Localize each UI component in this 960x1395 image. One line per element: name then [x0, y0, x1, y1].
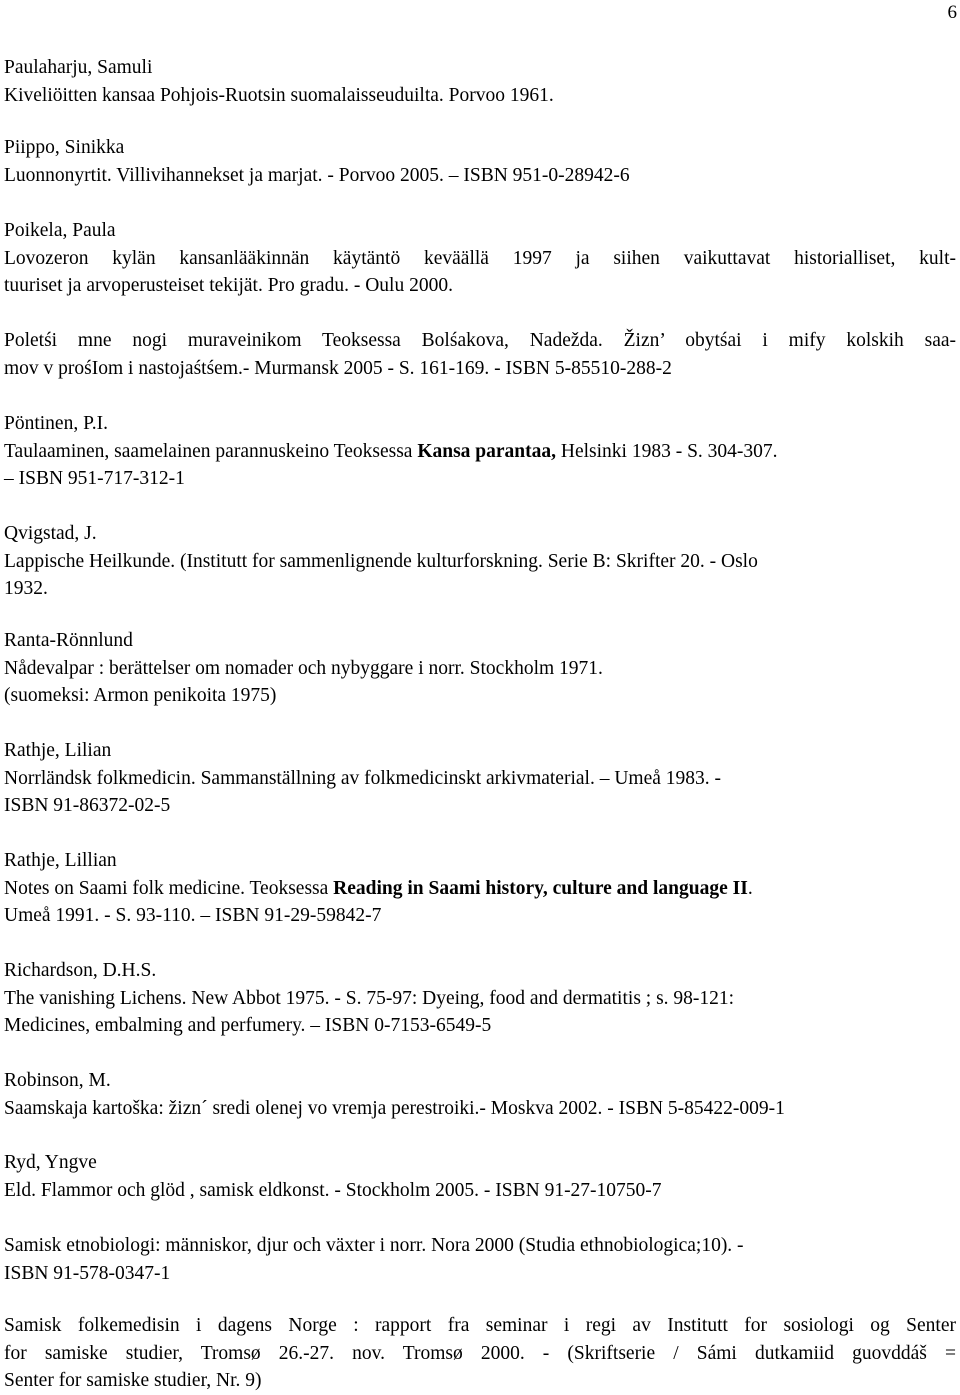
entry-text: Norrländsk folkmedicin. Sammanställning av folkmedicinskt arkivmaterial. – Umeå 1983. - — [4, 767, 721, 789]
entry-author: Qvigstad, J. — [4, 523, 97, 544]
entry-author: Richardson, D.H.S. — [4, 960, 157, 981]
entry-text: Medicines, embalming and perfumery. – ISBN 0-7153-6549-5 — [4, 1015, 492, 1036]
entry-author: Pöntinen, P.I. — [4, 413, 109, 434]
bibliography-entry-richardson — [4, 957, 956, 1040]
entry-author: Piippo, Sinikka — [4, 137, 125, 158]
entry-author: Rathje, Lillian — [4, 850, 117, 871]
page-number: 6 — [947, 2, 957, 23]
entry-text: tuuriset ja arvoperusteiset tekijät. Pro gradu. - Oulu 2000. — [4, 275, 453, 296]
entry-author: Rathje, Lilian — [4, 740, 112, 761]
bibliography-entry-robinson — [4, 1067, 956, 1122]
entry-text: Poletśi mne nogi muraveinikom Teoksessa Bolśakova, Nadežda. Žizn’ obytśai i mify kolskih saa- — [4, 330, 956, 351]
entry-text: ISBN 91-578-0347-1 — [4, 1262, 171, 1284]
entry-text-part: Notes on Saami folk medicine. Teoksessa — [4, 877, 334, 899]
bibliography-entry-qvigstad — [4, 520, 956, 603]
entry-text: Luonnonyrtit. Villivihannekset ja marjat. - Porvoo 2005. – ISBN 951-0-28942-6 — [4, 164, 630, 186]
entry-author: Poikela, Paula — [4, 220, 116, 241]
entry-text: 1932. — [4, 578, 48, 599]
entry-text — [4, 438, 956, 466]
bibliography-entry-poletsi — [4, 327, 956, 382]
entry-author: Ryd, Yngve — [4, 1152, 97, 1173]
entry-book-title: Reading in Saami history, culture and language II — [333, 877, 748, 899]
entry-text: The vanishing Lichens. New Abbot 1975. - S. 75-97: Dyeing, food and dermatitis ; s. 98-121: — [4, 987, 735, 1009]
bibliography-entry-samisk-etnobiologi — [4, 1232, 956, 1287]
bibliography-entry-samisk-folkemedisin — [4, 1312, 956, 1395]
entry-text: for samiske studier, Tromsø 26.-27. nov. Tromsø 2000. - (Skriftserie / Sámi dutkamiid guovddáš = — [4, 1342, 956, 1364]
entry-author: Paulaharju, Samuli — [4, 57, 153, 78]
entry-text: mov v prośIom i nastojaśtśem.- Murmansk 2005 - S. 161-169. - ISBN 5-85510-288-2 — [4, 357, 672, 379]
entry-text: Nådevalpar : berättelser om nomader och nybyggare i norr. Stockholm 1971. — [4, 657, 603, 679]
entry-text: (suomeksi: Armon penikoita 1975) — [4, 685, 277, 706]
entry-text-part: Taulaaminen, saamelainen parannuskeino Teoksessa — [4, 440, 418, 462]
entry-text: Samisk folkemedisin i dagens Norge : rapport fra seminar i regi av Institutt for sosiologi og Senter — [4, 1315, 956, 1336]
bibliography-entry-rathje-lilian — [4, 737, 956, 820]
entry-text: Saamskaja kartoška: žizn´ sredi olenej vo vremja perestroiki.- Moskva 2002. - ISBN 5-85422-009-1 — [4, 1097, 785, 1119]
bibliography-entry-pontinen — [4, 410, 956, 493]
entry-book-title: Kansa parantaa, — [417, 440, 557, 462]
bibliography-entry-ranta-ronnlund — [4, 627, 956, 710]
entry-text-part: Helsinki 1983 - S. 304-307. — [556, 440, 778, 462]
entry-text: Kiveliöitten kansaa Pohjois-Ruotsin suomalaisseuduilta. Porvoo 1961. — [4, 84, 554, 106]
entry-text: Lovozeron kylän kansanlääkinnän käytäntö keväällä 1997 ja siihen vaikuttavat historialliset, kult- — [4, 247, 956, 269]
entry-author: Ranta-Rönnlund — [4, 630, 133, 651]
entry-text: ISBN 91-86372-02-5 — [4, 795, 171, 816]
entry-text: Umeå 1991. - S. 93-110. – ISBN 91-29-59842-7 — [4, 905, 382, 926]
entry-text — [4, 875, 956, 903]
entry-text: Senter for samiske studier, Nr. 9) — [4, 1370, 262, 1391]
entry-text: Eld. Flammor och glöd , samisk eldkonst. - Stockholm 2005. - ISBN 91-27-10750-7 — [4, 1179, 662, 1201]
entry-author: Robinson, M. — [4, 1070, 111, 1091]
entry-text-part: . — [747, 877, 753, 899]
bibliography-entry-paulaharju — [4, 54, 956, 109]
entry-text: Lappische Heilkunde. (Institutt for sammenlignende kulturforskning. Serie B: Skrifter 20. - Oslo — [4, 550, 758, 572]
entry-text: Samisk etnobiologi: människor, djur och växter i norr. Nora 2000 (Studia ethnobiologica;10). - — [4, 1235, 744, 1256]
bibliography-entry-rathje-lillian — [4, 847, 956, 930]
bibliography-entry-piippo — [4, 134, 956, 189]
bibliography-entry-ryd — [4, 1149, 956, 1204]
entry-text: – ISBN 951-717-312-1 — [4, 468, 185, 489]
bibliography-entry-poikela — [4, 217, 956, 300]
